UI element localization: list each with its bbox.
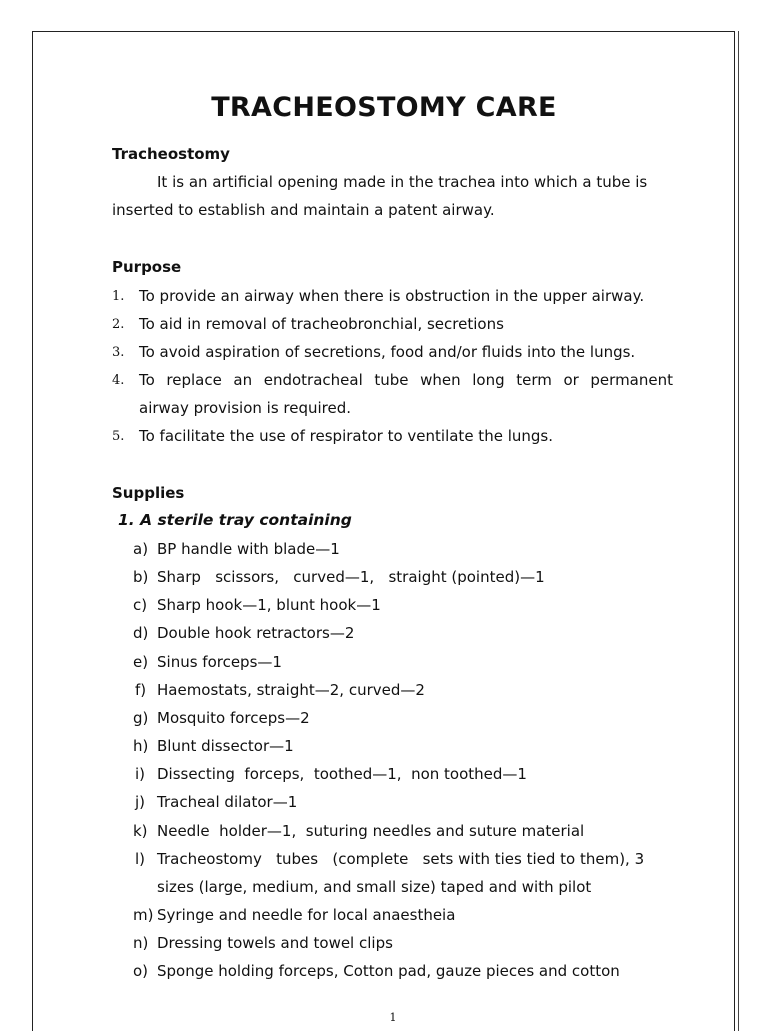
supply-letter: c) — [133, 596, 148, 614]
document-title: TRACHEOSTOMY CARE — [211, 92, 557, 123]
supply-letter: d) — [133, 624, 149, 642]
supply-letter: b) — [133, 568, 149, 586]
supply-item: Haemostats, straight—2, curved—2 — [157, 681, 425, 699]
purpose-number: 3. — [112, 345, 125, 360]
section-heading-purpose: Purpose — [112, 258, 182, 276]
purpose-number: 2. — [112, 317, 125, 332]
supply-letter: g) — [133, 709, 149, 727]
supply-item: Sinus forceps—1 — [157, 653, 282, 671]
supply-letter: h) — [133, 737, 149, 755]
supply-item: Needle holder—1, suturing needles and suture material — [157, 822, 585, 840]
purpose-number: 5. — [112, 429, 125, 444]
supply-item: Sharp scissors, curved—1, straight (pointed)—1 — [157, 568, 545, 586]
supply-item: Mosquito forceps—2 — [157, 709, 310, 727]
supply-item: Sharp hook—1, blunt hook—1 — [157, 596, 381, 614]
purpose-item-continuation: airway provision is required. — [139, 399, 352, 417]
section-heading-tracheostomy: Tracheostomy — [112, 145, 230, 163]
supply-item-continuation: sizes (large, medium, and small size) taped and with pilot — [157, 878, 592, 896]
supplies-subheading: 1. A sterile tray containing — [118, 511, 352, 529]
page-edge-line — [738, 31, 739, 1031]
section-heading-supplies: Supplies — [112, 484, 185, 502]
purpose-item: To facilitate the use of respirator to ventilate the lungs. — [139, 427, 553, 445]
supply-item: Sponge holding forceps, Cotton pad, gauze pieces and cotton — [157, 962, 620, 980]
supply-letter: i) — [135, 765, 146, 783]
supply-letter: j) — [135, 793, 146, 811]
purpose-item: To provide an airway when there is obstruction in the upper airway. — [139, 287, 645, 305]
supply-letter: n) — [133, 934, 149, 952]
supply-letter: k) — [133, 822, 148, 840]
supply-letter: m) — [133, 906, 154, 924]
page-number: 1 — [389, 1011, 397, 1024]
supply-item: Tracheal dilator—1 — [157, 793, 298, 811]
purpose-number: 4. — [112, 373, 125, 388]
purpose-item: To aid in removal of tracheobronchial, secretions — [139, 315, 504, 333]
supply-item: Blunt dissector—1 — [157, 737, 294, 755]
supply-item: Tracheostomy tubes (complete sets with ties tied to them), 3 — [157, 850, 645, 868]
supply-letter: o) — [133, 962, 149, 980]
supply-letter: f) — [135, 681, 147, 699]
supply-item: BP handle with blade—1 — [157, 540, 340, 558]
supply-letter: e) — [133, 653, 149, 671]
definition-line-1: It is an artificial opening made in the trachea into which a tube is — [157, 173, 648, 191]
supply-letter: a) — [133, 540, 149, 558]
supply-item: Syringe and needle for local anaestheia — [157, 906, 456, 924]
supply-item: Double hook retractors—2 — [157, 624, 355, 642]
purpose-item: To avoid aspiration of secretions, food and/or fluids into the lungs. — [139, 343, 636, 361]
supply-item: Dressing towels and towel clips — [157, 934, 393, 952]
supply-item: Dissecting forceps, toothed—1, non toothed—1 — [157, 765, 527, 783]
supply-letter: l) — [135, 850, 146, 868]
definition-line-2: inserted to establish and maintain a patent airway. — [112, 201, 495, 219]
purpose-item: To replace an endotracheal tube when long term or permanent — [139, 371, 673, 389]
purpose-number: 1. — [112, 289, 125, 304]
